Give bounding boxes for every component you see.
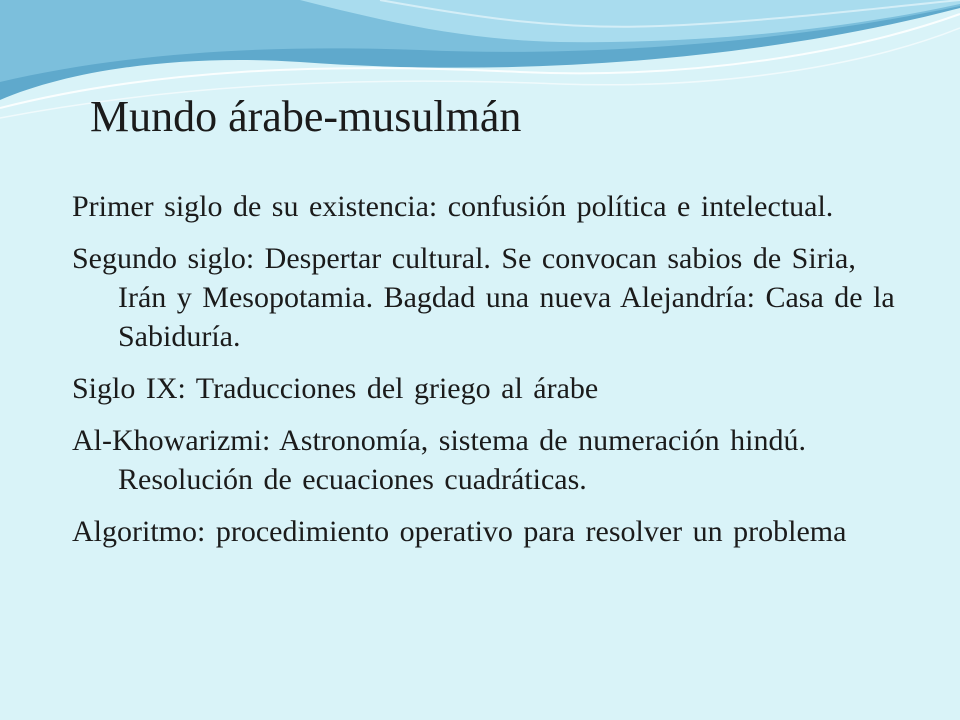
paragraph-siglo-ix: Siglo IX: Traducciones del griego al árabe xyxy=(72,372,599,405)
slide-body xyxy=(72,187,902,564)
paragraph-primer-siglo: Primer siglo de su existencia: confusión política e intelectual. xyxy=(72,190,834,223)
paragraph-algoritmo: Algoritmo: procedimiento operativo para resolver un problema xyxy=(72,515,847,548)
paragraph-segundo-siglo: Segundo siglo: Despertar cultural. Se convocan sabios de Siria, Irán y Mesopotamia. Bagdad una nueva Alejandría: Casa de la Sabiduría. xyxy=(72,242,895,353)
slide-title: Mundo árabe-musulmán xyxy=(90,92,522,141)
paragraph-al-khowarizmi: Al-Khowarizmi: Astronomía, sistema de numeración hindú. Resolución de ecuaciones cuadráticas. xyxy=(72,424,807,496)
